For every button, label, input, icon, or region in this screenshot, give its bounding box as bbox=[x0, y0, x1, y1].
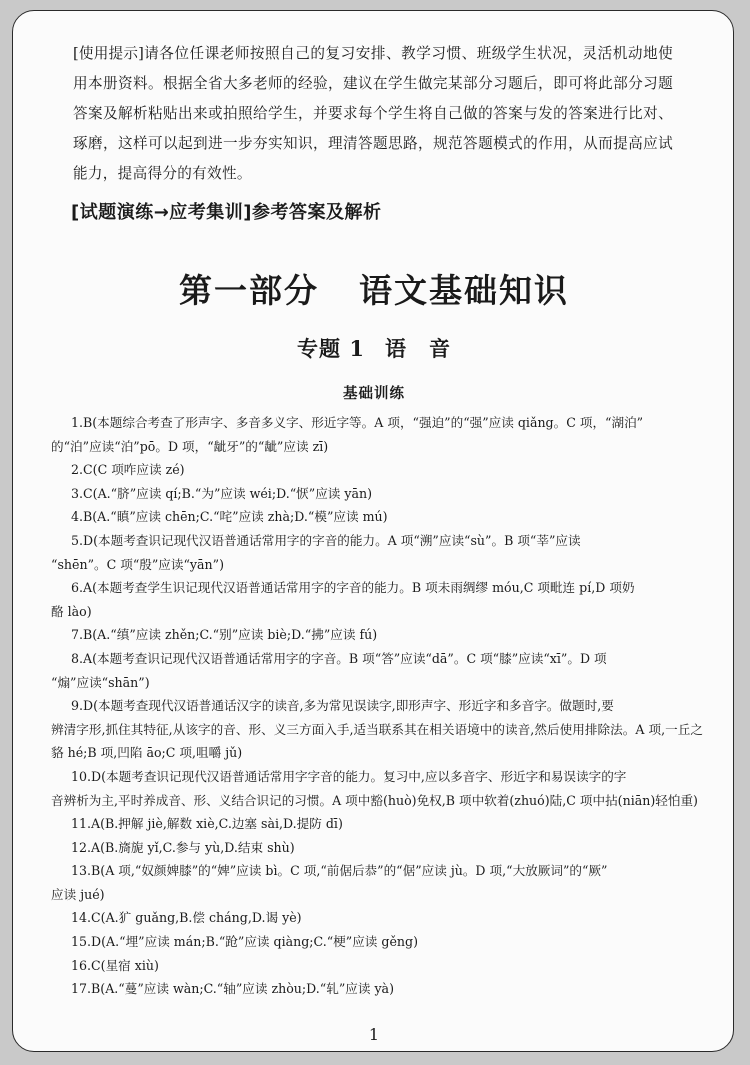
answer-line-1: 7.B(A.“缜”应读 zhěn;C.“别”应读 biè;D.“拂”应读 fú) bbox=[71, 627, 378, 643]
answer-line-2: 应读 jué) bbox=[51, 886, 105, 902]
usage-tip-text: 请各位任课老师按照自己的复习安排、教学习惯、班级学生状况，灵活机动地使用本册资料。根据全省大多老师的经验，建议在学生做完某部分习题后，即可将此部分习题答案及解析粘贴出来或拍照给学生，并要求每个学生将自己做的答案与发的答案进行比对、琢磨，这样可以起到进一步夯实知识，理清答题思路，规范答题模式的作用，从而提高应试能力，提高得分的有效性。 bbox=[73, 45, 673, 182]
topic-title-name: 语 音 bbox=[384, 336, 451, 361]
answer-line-1: 17.B(A.“蔓”应读 wàn;C.“轴”应读 zhòu;D.“轧”应读 yà) bbox=[71, 981, 394, 997]
part-title-name: 语文基础知识 bbox=[359, 271, 569, 310]
page-number: 1 bbox=[368, 1025, 380, 1044]
answer-line-2: “shēn”。C 项“殷”应读“yān”) bbox=[51, 556, 225, 572]
answer-line-1: 3.C(A.“脐”应读 qí;B.“为”应读 wéi;D.“恹”应读 yān) bbox=[71, 485, 373, 501]
document-page bbox=[12, 10, 734, 1052]
answer-item bbox=[51, 930, 703, 954]
answer-line-1: 4.B(A.“瞋”应读 chēn;C.“咤”应读 zhà;D.“模”应读 mú) bbox=[71, 509, 388, 525]
answer-item bbox=[51, 647, 703, 694]
answer-line-1: 16.C(星宿 xiù) bbox=[71, 957, 159, 973]
answer-item bbox=[51, 694, 703, 765]
answer-item bbox=[51, 576, 703, 623]
usage-tip-tag: [使用提示] bbox=[73, 45, 144, 62]
answer-line-2: “煽”应读“shān”) bbox=[51, 674, 150, 690]
answer-line-1: 9.D(本题考查现代汉语普通话汉字的读音,多为常见误读字,即形声字、形近字和多音字。做题时,要 bbox=[71, 698, 614, 714]
answer-line-1: 13.B(A 项,“奴颜婢膝”的“婢”应读 bì。C 项,“前倨后恭”的“倨”应读 jù。D 项,“大放厥词”的“厥” bbox=[71, 863, 608, 879]
answer-item bbox=[51, 977, 703, 1001]
answer-line-1: 8.A(本题考查识记现代汉语普通话常用字的字音。B 项“答”应读“dā”。C 项“膝”应读“xī”。D 项 bbox=[71, 650, 607, 666]
answer-line-1: 15.D(A.“埋”应读 mán;B.“跄”应读 qiàng;C.“梗”应读 gěng) bbox=[71, 934, 418, 950]
answer-item bbox=[51, 529, 703, 576]
answer-list bbox=[51, 411, 703, 1001]
answer-line-1: 2.C(C 项咋应读 zé) bbox=[71, 462, 185, 478]
subsection-title: 基础训练 bbox=[343, 386, 405, 402]
answer-line-2: 的“泊”应读“泊”pō。D 项，“龇牙”的“龇”应读 zī) bbox=[51, 438, 329, 454]
topic-title bbox=[13, 333, 734, 363]
answer-line-1: 1.B(本题综合考查了形声字、多音多义字、形近字等。A 项，“强迫”的“强”应读 qiǎng。C 项，“湖泊” bbox=[71, 415, 644, 430]
answer-line-1: 12.A(B.旖旎 yǐ,C.参与 yù,D.结束 shù) bbox=[71, 839, 295, 855]
answer-line-2: 酪 lào) bbox=[51, 603, 92, 619]
answer-line-2: 辨清字形,抓住其特征,从该字的音、形、义三方面入手,适当联系其在相关语境中的读音,然后使用排除法。A 项,一丘之貉 hé;B 项,凹陷 āo;C 项,咀嚼 jǔ) bbox=[51, 721, 703, 761]
answer-item bbox=[51, 812, 703, 836]
answer-line-1: 14.C(A.犷 guǎng,B.偿 cháng,D.谒 yè) bbox=[71, 910, 302, 926]
part-title-number: 第一部分 bbox=[179, 271, 319, 310]
answer-item bbox=[51, 765, 703, 812]
answer-item bbox=[51, 836, 703, 860]
answer-line-1: 11.A(B.押解 jiè,解数 xiè,C.边塞 sài,D.提防 dī) bbox=[71, 816, 343, 832]
usage-tip-paragraph bbox=[73, 39, 673, 189]
answer-line-1: 6.A(本题考查学生识记现代汉语普通话常用字的字音的能力。B 项未雨绸缪 móu,C 项毗连 pí,D 项奶 bbox=[71, 580, 635, 596]
answer-line-1: 10.D(本题考查识记现代汉语普通话常用字字音的能力。复习中,应以多音字、形近字和易误读字的字 bbox=[71, 768, 627, 784]
part-title bbox=[13, 265, 734, 312]
topic-title-number: 专题 1 bbox=[297, 336, 365, 361]
answer-item bbox=[51, 623, 703, 647]
answer-item bbox=[51, 482, 703, 506]
answer-item bbox=[51, 859, 703, 906]
answer-line-1: 5.D(本题考查识记现代汉语普通话常用字的字音的能力。A 项“溯”应读“sù”。B 项“莘”应读 bbox=[71, 532, 581, 548]
answer-item bbox=[51, 458, 703, 482]
answer-item bbox=[51, 906, 703, 930]
answer-line-2: 音辨析为主,平时养成音、形、义结合识记的习惯。A 项中豁(huò)免权,B 项中软着(zhuó)陆,C 项中拈(niān)轻怕重) bbox=[51, 792, 698, 808]
answer-item bbox=[51, 954, 703, 978]
section-heading: [试题演练→应考集训]参考答案及解析 bbox=[71, 202, 382, 223]
answer-item bbox=[51, 505, 703, 529]
answer-item bbox=[51, 411, 703, 458]
